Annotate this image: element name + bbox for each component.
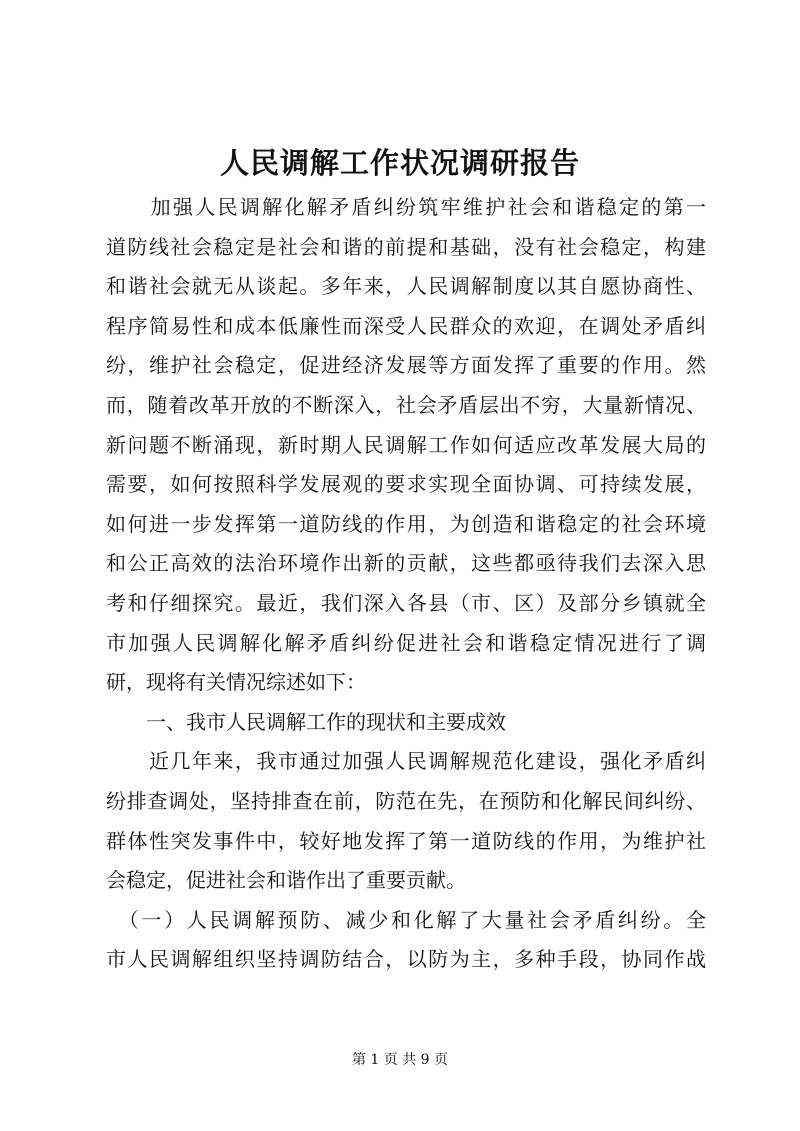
text-line: 会稳定，促进社会和谐作出了重要贡献。 (106, 868, 466, 893)
page-footer: 第 1 页 共 9 页 (351, 1052, 449, 1068)
text-line: 程序简易性和成本低廉性而深受人民群众的欢迎，在调处矛盾纠 (106, 313, 706, 338)
text-line: 近几年来，我市通过加强人民调解规范化建设，强化矛盾纠 (106, 749, 706, 774)
text-line: 道防线社会稳定是社会和谐的前提和基础，没有社会稳定，构建 (106, 234, 706, 259)
text-line: 一、我市人民调解工作的现状和主要成效 (106, 709, 506, 734)
text-line: 考和仔细探究。最近，我们深入各县（市、区）及部分乡镇就全 (106, 590, 706, 615)
text-line: 纷排查调处，坚持排查在前，防范在先，在预防和化解民间纠纷、 (106, 788, 706, 813)
text-line: 市加强人民调解化解矛盾纠纷促进社会和谐稳定情况进行了调 (106, 630, 706, 655)
text-line: 和公正高效的法治环境作出新的贡献，这些都亟待我们去深入思 (106, 551, 706, 576)
text-line: 和谐社会就无从谈起。多年来，人民调解制度以其自愿协商性、 (106, 274, 706, 299)
text-line: 新问题不断涌现，新时期人民调解工作如何适应改革发展大局的 (106, 432, 706, 457)
document-body (106, 188, 706, 980)
text-line: 研，现将有关情况综述如下： (106, 670, 366, 695)
text-line: 加强人民调解化解矛盾纠纷筑牢维护社会和谐稳定的第一 (106, 195, 706, 219)
text-line: 而，随着改革开放的不断深入，社会矛盾层出不穷，大量新情况、 (106, 392, 706, 417)
document-title: 人民调解工作状况调研报告 (219, 146, 580, 180)
text-line: 纷，维护社会稳定，促进经济发展等方面发挥了重要的作用。然 (106, 353, 706, 378)
text-line: 群体性突发事件中，较好地发挥了第一道防线的作用，为维护社 (106, 828, 706, 853)
text-line: 如何进一步发挥第一道防线的作用，为创造和谐稳定的社会环境 (106, 511, 706, 536)
text-line: 需要，如何按照科学发展观的要求实现全面协调、可持续发展， (106, 472, 706, 497)
text-line: （一）人民调解预防、减少和化解了大量社会矛盾纠纷。全 (106, 907, 706, 932)
text-line: 市人民调解组织坚持调防结合，以防为主，多种手段，协同作战 (106, 947, 706, 972)
